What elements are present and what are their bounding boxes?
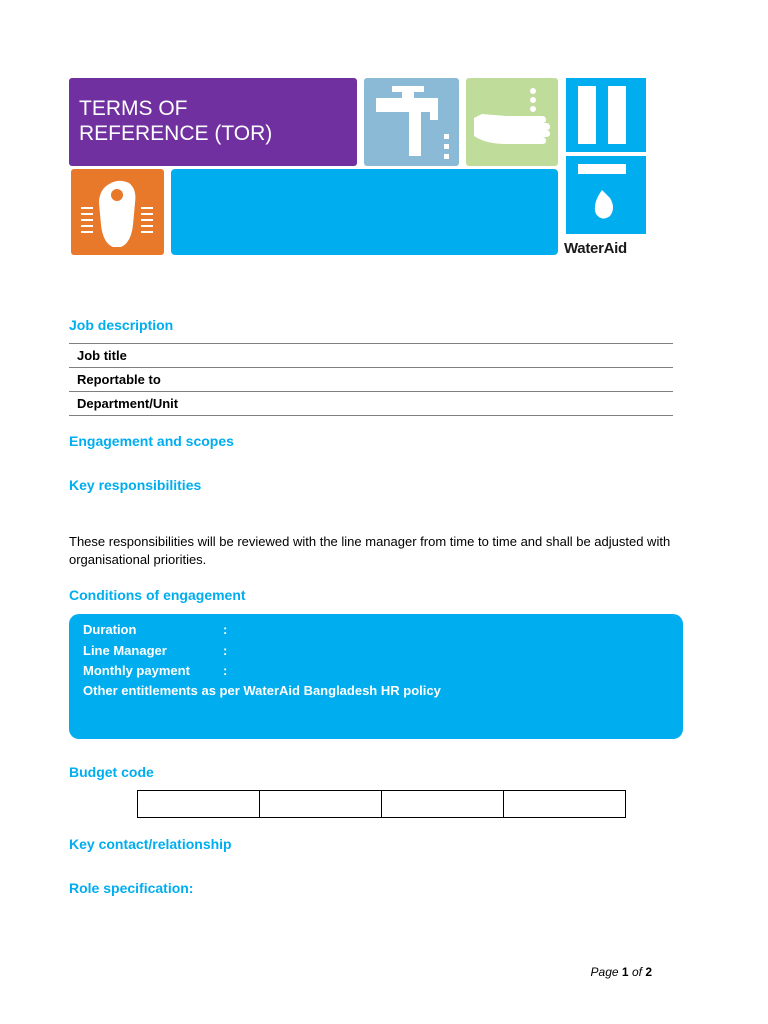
hand-tile [466,78,558,166]
wateraid-logo-text: WaterAid [564,240,627,257]
role-specification-heading: Role specification: [69,880,194,896]
table-row [69,344,673,368]
monthly-payment-row [83,663,227,678]
table-row [138,791,626,818]
wateraid-logo [562,78,650,260]
other-entitlements: Other entitlements as per WaterAid Bangladesh HR policy [83,683,441,698]
key-contact-heading: Key contact/relationship [69,836,232,852]
line-manager-label: Line Manager [83,643,167,658]
toilet-icon [71,169,164,255]
tap-tile [364,78,459,166]
conditions-box [69,614,683,739]
job-description-heading: Job description [69,317,174,333]
budget-code-heading: Budget code [69,764,154,780]
reportable-to-label: Reportable to [69,368,673,392]
table-row [69,368,673,392]
engagement-heading: Engagement and scopes [69,433,234,449]
job-title-label: Job title [69,344,673,368]
hand-icon [466,78,558,166]
wateraid-logo-icon [562,78,650,238]
responsibilities-text: These responsibilities will be reviewed with the line manager from time to time and shall be adjusted with organisational priorities. [69,534,671,567]
budget-code-cell [260,791,382,818]
toilet-tile [71,169,164,255]
header-blue-bar [171,169,558,255]
duration-row [83,622,227,637]
line-manager-row [83,643,227,658]
budget-code-cell [504,791,626,818]
title-banner [69,78,357,166]
tap-icon [364,78,459,166]
key-responsibilities-heading: Key responsibilities [69,477,202,493]
conditions-heading: Conditions of engagement [69,587,246,603]
duration-label: Duration [83,622,137,637]
monthly-payment-label: Monthly payment [83,663,190,678]
budget-code-cell [382,791,504,818]
separator: : [223,643,228,658]
budget-code-cell [138,791,260,818]
page-number: Page 1 of 2 [590,965,652,979]
separator: : [223,663,228,678]
table-row [69,392,673,416]
separator: : [223,622,228,637]
job-description-table [69,343,673,416]
budget-code-table [137,790,626,818]
document-title: TERMS OF REFERENCE (TOR) [79,97,273,145]
department-unit-label: Department/Unit [69,392,673,416]
